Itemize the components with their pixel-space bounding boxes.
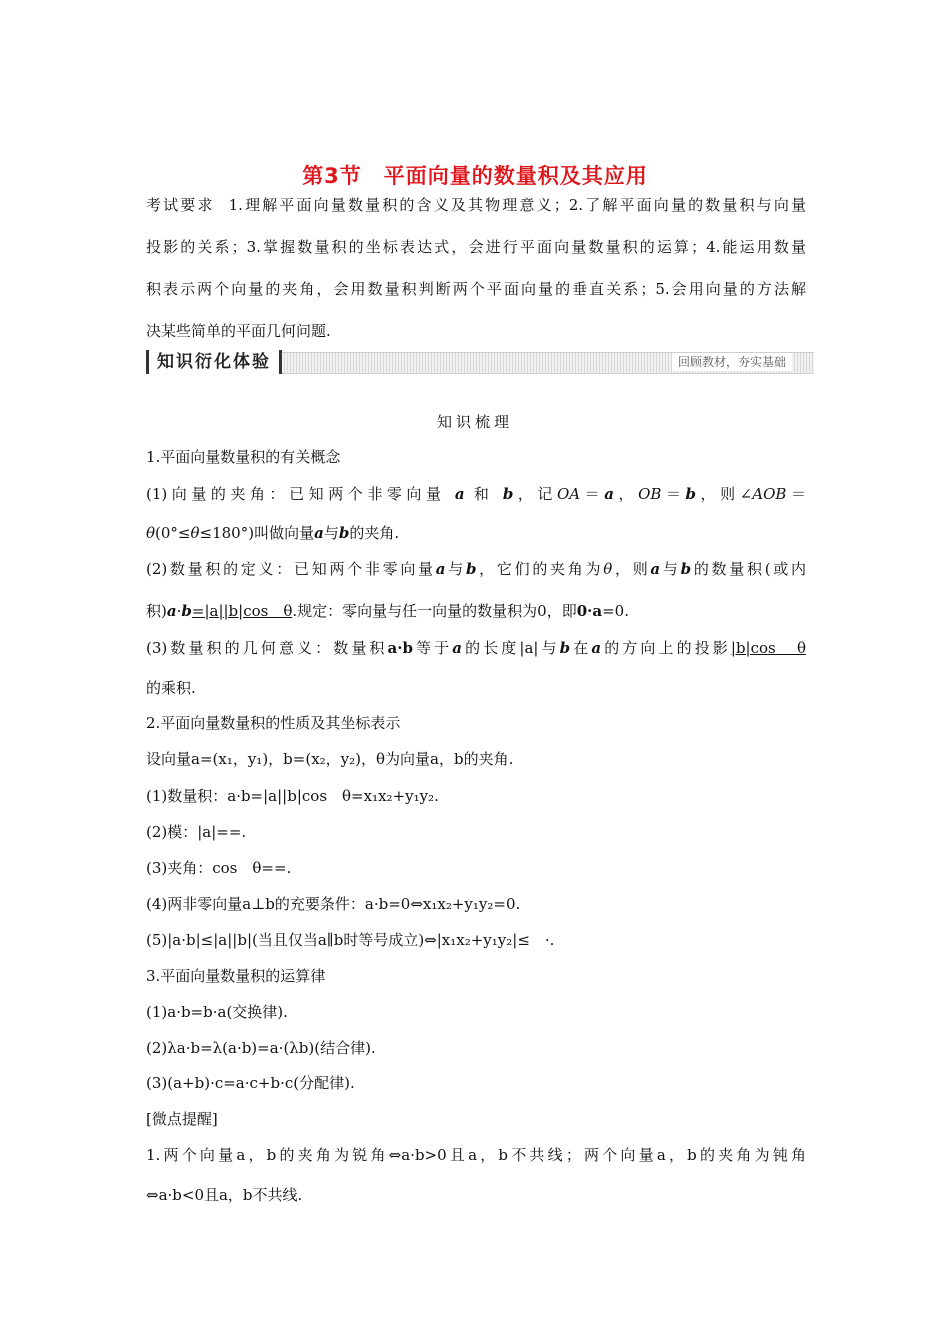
vec-b: b [502, 485, 514, 503]
a-dot-b: a·b [387, 639, 413, 657]
s1-p2-yu2: 与 [660, 560, 681, 578]
page-title: 第3节 平面向量的数量积及其应用 [302, 164, 648, 188]
vec-b: b [181, 602, 192, 620]
ob-label: OB [638, 485, 662, 503]
vec-a: a [435, 560, 446, 578]
requirements-line-2: 投影的关系；3.掌握数量积的坐标表达式，会进行平面向量数量积的运算；4.能运用数量 [146, 238, 806, 256]
s1-p2-rule: .规定：零向量与任一向量的数量积为0，即 [292, 602, 577, 620]
requirements-line-4: 决某些简单的平面几何问题. [146, 322, 331, 340]
vec-a: a [650, 560, 661, 578]
eq: ＝ [786, 485, 806, 503]
theta: θ [146, 524, 156, 542]
vec-a: a [591, 639, 602, 657]
s1-p2-text: (2)数量积的定义：已知两个非零向量 [146, 560, 436, 578]
tip-line-2: ⇔a·b<0且a，b不共线. [146, 1186, 303, 1204]
vec-a: a [452, 639, 463, 657]
s2-intro: 设向量a=(x₁，y₁)，b=(x₂，y₂)，θ为向量a，b的夹角. [146, 750, 514, 768]
s2-item-5: (5)|a·b|≤|a||b|(当且仅当a∥b时等号成立)⇔|x₁x₂+y₁y₂|≤ ·. [146, 931, 555, 949]
s2-item-4: (4)两非零向量a⊥b的充要条件：a·b=0⇔x₁x₂+y₁y₂=0. [146, 895, 521, 913]
vec-a: a [166, 602, 177, 620]
s2-item-1: (1)数量积：a·b=|a||b|cos θ=x₁x₂+y₁y₂. [146, 787, 439, 805]
vec-b: b [338, 524, 350, 542]
requirements-line-1 [146, 194, 806, 215]
section-banner [146, 350, 814, 374]
s1-p2-zero-end: =0. [602, 602, 629, 620]
s1-p1-line1 [146, 483, 806, 504]
s1-p2-line1 [146, 558, 806, 579]
vec-b: b [465, 560, 477, 578]
s1-p1-yu: 与 [323, 524, 339, 542]
s3-item-3: (3)(a+b)·c=a·c+b·c(分配律). [146, 1074, 355, 1092]
s1-p3-text: (3)数量积的几何意义：数量积 [146, 639, 388, 657]
eq: ＝ [661, 485, 686, 503]
s1-heading: 1.平面向量数量积的有关概念 [146, 448, 341, 466]
s1-p2-l2a: 积) [146, 602, 167, 620]
s1-p2-yu: 与 [445, 560, 466, 578]
vec-b: b [680, 560, 692, 578]
s1-p1-ji: ，记 [513, 485, 557, 503]
vec-a: a [314, 524, 324, 542]
vec-b: b [685, 485, 696, 503]
comma: ， [613, 485, 639, 503]
theta: θ [603, 560, 613, 578]
s1-p3-dir: 的方向上的投影 [601, 639, 731, 657]
requirements-text-1: 1.理解平面向量数量积的含义及其物理意义；2.了解平面向量的数量积与向量 [228, 196, 806, 214]
s1-p2-mid: ，它们的夹角为 [476, 560, 604, 578]
eq: ＝ [580, 485, 605, 503]
s3-heading: 3.平面向量数量积的运算律 [146, 967, 326, 985]
s3-item-1: (1)a·b=b·a(交换律). [146, 1003, 288, 1021]
s2-item-2: (2)模：|a|==. [146, 823, 247, 841]
s1-p2-line2: 积)a·b=|a||b|cos θ.规定：零向量与任一向量的数量积为0，即0·a=0. [146, 602, 629, 620]
banner-title: 知识衍化体验 [146, 350, 282, 374]
s1-p2-end: 的数量积(或内 [691, 560, 806, 578]
requirements-line-3: 积表示两个向量的夹角，会用数量积判断两个平面向量的垂直关系；5.会用向量的方法解 [146, 280, 806, 298]
s1-p3-mid: 等于 [412, 639, 453, 657]
tip-label: [微点提醒] [146, 1110, 218, 1128]
projection-formula: |b|cos θ [730, 639, 806, 657]
s1-p1-text: (1)向量的夹角：已知两个非零向量 [146, 485, 446, 503]
s1-p1-end: 的夹角. [349, 524, 400, 542]
s1-p3-line2: 的乘积. [146, 679, 196, 697]
vec-a: a [604, 485, 614, 503]
s1-p2-ze: ，则 [612, 560, 651, 578]
vec-a: a [454, 485, 465, 503]
s1-p1-ze: ，则∠ [696, 485, 753, 503]
dot-product-formula: =|a||b|cos θ [191, 602, 293, 620]
s1-p3-len: 的长度|a|与 [462, 639, 560, 657]
s1-p3-line1 [146, 637, 806, 658]
theta: θ [190, 524, 200, 542]
s1-p3-in: 在 [570, 639, 592, 657]
s3-item-2: (2)λa·b=λ(a·b)=a·(λb)(结合律). [146, 1039, 376, 1057]
vec-b: b [559, 639, 571, 657]
s1-p1-line2 [146, 522, 806, 543]
aob-label: AOB [752, 485, 787, 503]
oa-label: OA [556, 485, 581, 503]
s1-p1-range2: ≤180°)叫做向量 [199, 524, 315, 542]
section-heading: 知识梳理 [436, 413, 513, 431]
zero-dot-a: 0·a [576, 602, 603, 620]
banner-subtitle: 回顾教材，夯实基础 [672, 353, 792, 371]
s2-item-3: (3)夹角：cos θ==. [146, 859, 292, 877]
s1-p1-and: 和 [473, 485, 494, 503]
s2-heading: 2.平面向量数量积的性质及其坐标表示 [146, 714, 401, 732]
requirements-label: 考试要求 [146, 196, 215, 214]
tip-line-1: 1.两个向量a，b的夹角为锐角⇔a·b>0且a，b不共线；两个向量a，b的夹角为钝角 [146, 1146, 806, 1164]
s1-p1-range: (0°≤ [155, 524, 191, 542]
